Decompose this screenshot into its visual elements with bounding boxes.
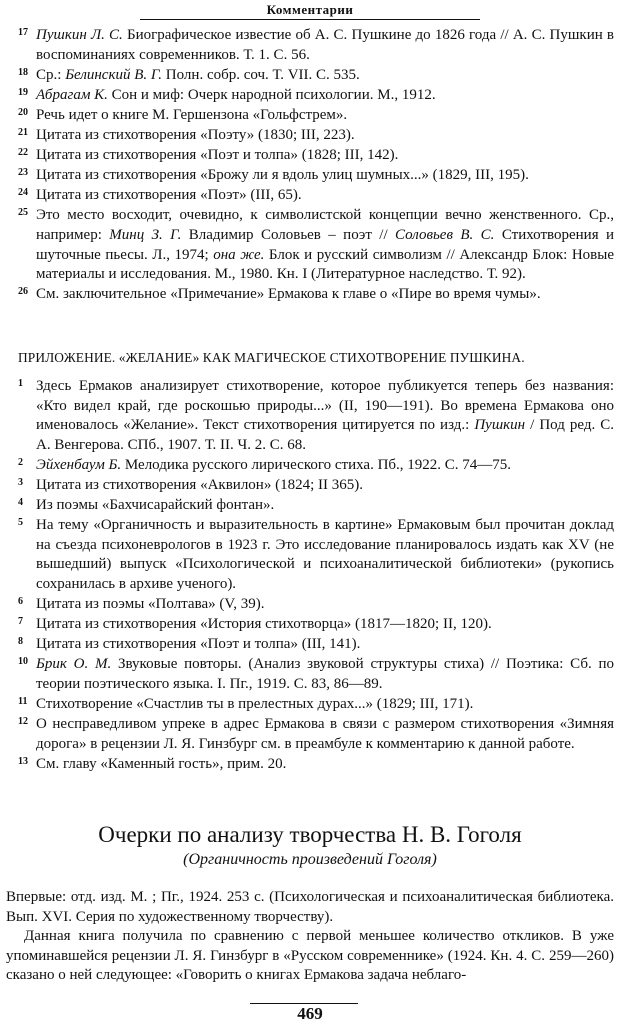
footnote-22	[18, 146, 614, 166]
footnote-number: 20	[18, 106, 28, 118]
footnote-number: 1	[18, 378, 23, 389]
running-head-rule	[140, 19, 480, 20]
footnote-18	[18, 66, 614, 86]
footnote-24	[18, 186, 614, 206]
footnote-text: Цитата из стихотворения «Брожу ли я вдоль улиц шумных...» (1829, III, 195).	[36, 167, 529, 184]
footnote-23	[18, 166, 614, 186]
appendix-footnote-6	[18, 595, 614, 615]
appendix-heading: ПРИЛОЖЕНИЕ. «ЖЕЛАНИЕ» КАК МАГИЧЕСКОЕ СТИХОТВОРЕНИЕ ПУШКИНА.	[18, 350, 525, 365]
appendix-footnote-8	[18, 635, 614, 655]
footnote-text: Блок и русский символизм // Александр Блок: Новые материалы и исследования. М., 1980. Кн. I (Литературное наследство. Т. 92).	[36, 246, 614, 283]
footnote-number: 11	[18, 696, 28, 707]
footnote-number: 24	[18, 187, 28, 199]
footnote-number: 25	[18, 207, 28, 219]
footnote-author: Эйхенбаум Б.	[36, 456, 122, 473]
footnote-text: Стихотворения и шуточные пьесы. Л., 1974;	[36, 226, 615, 263]
footnote-number: 26	[18, 286, 28, 298]
footnote-text: Цитата из стихотворения «Поэт и толпа» (III, 141).	[36, 636, 361, 653]
footnote-prefix: Ср.:	[36, 66, 66, 83]
appendix-footnote-7	[18, 615, 614, 635]
footnote-number: 4	[18, 497, 23, 509]
footnote-20	[18, 106, 614, 126]
footnote-26	[18, 285, 614, 305]
footnote-19	[18, 86, 614, 106]
footnote-text: Владимир Соловьев – поэт //	[181, 226, 396, 243]
footnote-21	[18, 126, 614, 146]
publication-info: Впервые: отд. изд. М. ; Пг., 1924. 253 с. (Психологическая и психоаналитическая библиотека. Вып. XVI. Серия по художественному творчеству).	[6, 889, 614, 925]
appendix-footnote-11	[18, 695, 614, 715]
essay-subtitle: (Органичность произведений Гоголя)	[183, 851, 437, 868]
footnote-text: Биографическое известие об А. С. Пушкине до 1826 года // А. С. Пушкин в воспоминаниях современников. Т. 1. С. 56.	[36, 27, 615, 63]
footnote-number: 23	[18, 167, 28, 179]
footnote-text: Речь идет о книге М. Гершензона «Гольфстрем».	[36, 106, 348, 123]
footnote-number: 2	[18, 456, 23, 468]
page-number: 469	[297, 1004, 323, 1023]
footnote-text: Это место восходит, очевидно, к символистской концепции вечно женственного. Ср., например:	[36, 207, 614, 243]
footnote-author: Брик О. М.	[36, 656, 112, 673]
notes-top	[18, 26, 614, 305]
footnote-number: 19	[18, 86, 28, 98]
essay-body	[6, 888, 614, 986]
footnote-number: 22	[18, 147, 28, 159]
footnote-author: Пушкин	[474, 417, 526, 434]
footnote-text: Здесь Ермаков анализирует стихотворение, которое публикуется теперь без названия: «Кто видел край, где роскошью природы...» (II, 190—191). Во времена Ермакова оно именовалось «Желание». Текст стихотворения цитируется по изд.:	[36, 378, 614, 434]
footnote-author: Абрагам К.	[36, 86, 108, 103]
footnote-text: Стихотворение «Счастлив ты в прелестных дурах...» (1829; III, 171).	[36, 696, 474, 712]
essay-title: Очерки по анализу творчества Н. В. Гоголя	[98, 822, 522, 847]
appendix-footnote-13	[18, 755, 614, 775]
body-paragraph: Данная книга получила по сравнению с первой меньшее количество откликов. В уже упоминавшейся рецензии Л. Я. Гинзбург в «Русском современнике» (1924. Кн. 4. С. 259—260) сказано о ней следующее: «Говорить о книгах Ермакова задача неблаго-	[6, 928, 614, 984]
appendix-footnote-10	[18, 655, 614, 694]
footnote-number: 7	[18, 616, 23, 628]
footnote-text: Цитата из стихотворения «Поэту» (1830; III, 223).	[36, 126, 355, 143]
footnote-number: 18	[18, 66, 28, 78]
appendix-footnote-12	[18, 715, 614, 754]
footnote-number: 13	[18, 755, 28, 767]
footnote-author: она же.	[213, 246, 265, 263]
running-head: Комментарии	[266, 2, 354, 17]
footnote-number: 3	[18, 476, 23, 488]
footnote-number: 10	[18, 656, 28, 668]
footnote-text: Цитата из стихотворения «Поэт и толпа» (1828; III, 142).	[36, 147, 399, 164]
footnote-text: Цитата из стихотворения «Поэт» (III, 65).	[36, 187, 302, 204]
footnote-25	[18, 206, 614, 284]
footnote-author: Минц З. Г.	[109, 226, 182, 243]
footnote-text: См. заключительное «Примечание» Ермакова к главе о «Пире во время чумы».	[36, 286, 541, 303]
footnote-number: 6	[18, 596, 23, 608]
appendix-footnote-3	[18, 476, 614, 496]
footnote-number: 21	[18, 126, 28, 138]
footnote-text: Звуковые повторы. (Анализ звуковой структуры стиха) // Поэтика: Сб. по теории поэтического языка. I. Пг., 1919. С. 83, 86—89.	[36, 656, 614, 692]
footnote-number: 5	[18, 517, 23, 529]
footnote-text: / Под ред. С. А. Венгерова. СПб., 1907. Т. II. Ч. 2. С. 68.	[36, 417, 615, 453]
footnote-text: Сон и миф: Очерк народной психологии. М., 1912.	[107, 86, 436, 103]
footnote-author: Соловьев В. С.	[395, 226, 495, 243]
footnote-17	[18, 26, 614, 65]
appendix-footnote-2	[18, 456, 614, 476]
footnote-author: Белинский В. Г.	[65, 66, 163, 83]
appendix-footnote-4	[18, 496, 614, 516]
footnote-text: Из поэмы «Бахчисарайский фонтан».	[36, 497, 275, 514]
footnote-text: Цитата из поэмы «Полтава» (V, 39).	[36, 596, 265, 613]
footnote-text: Мелодика русского лирического стиха. Пб., 1922. С. 74—75.	[121, 456, 512, 473]
notes-appendix	[18, 377, 614, 774]
footnote-text: См. главу «Каменный гость», прим. 20.	[36, 755, 287, 772]
footnote-text: Полн. собр. соч. Т. VII. С. 535.	[162, 66, 360, 83]
footnote-number: 12	[18, 716, 28, 728]
footnote-text: О несправедливом упреке в адрес Ермакова в связи с размером стихотворения «Зимняя дорога» в рецензии Л. Я. Гинзбург см. в преамбуле к комментарию к данной работе.	[36, 716, 614, 752]
footnote-number: 8	[18, 636, 23, 648]
footnote-number: 17	[18, 27, 28, 38]
appendix-footnote-1	[18, 377, 614, 455]
footnote-text: Цитата из стихотворения «Аквилон» (1824; II 365).	[36, 476, 363, 493]
footnote-text: На тему «Органичность и выразительность в картине» Ермаковым был прочитан доклад на съезда психоневрологов в 1923 г. Это исследование планировалось издать как XV (не вышедший) выпуск «Психологической и психоаналитической библиотеки» (рукопись сохранилась в архиве ученого).	[36, 517, 614, 592]
appendix-footnote-5	[18, 516, 614, 594]
footnote-text: Цитата из стихотворения «История стихотворца» (1817—1820; II, 120).	[36, 616, 492, 633]
footnote-author: Пушкин Л. С.	[36, 27, 123, 43]
